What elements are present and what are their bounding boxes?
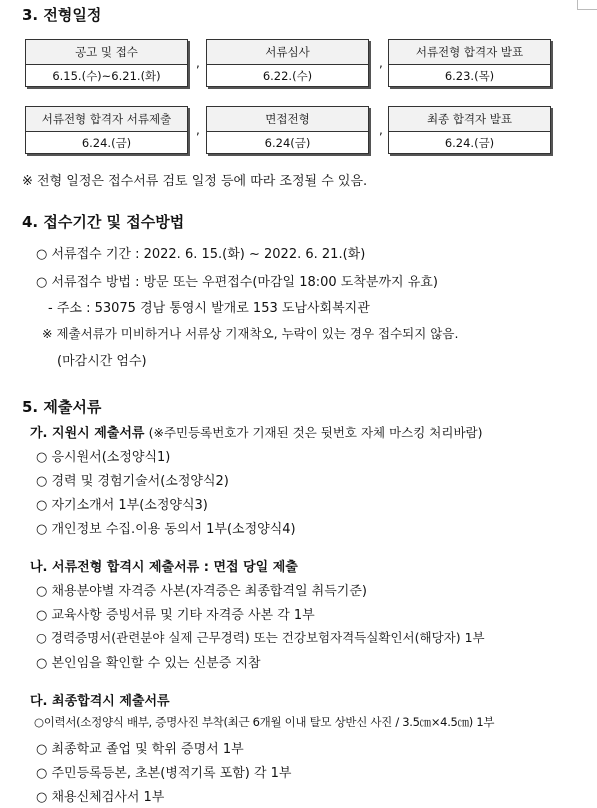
schedule-box-head: 면접전형 (207, 107, 368, 132)
schedule-box-head: 최종 합격자 발표 (389, 107, 550, 132)
application-method: ○ 서류접수 방법 : 방문 또는 우편접수(마감일 18:00 도착분까지 유효) (36, 275, 438, 290)
schedule-box-date: 6.24.(금) (81, 136, 132, 150)
schedule-box-head: 서류전형 합격자 발표 (389, 40, 550, 65)
list-item: ○ 응시원서(소정양식1) (36, 450, 171, 465)
page-corner-mark (577, 9, 597, 10)
list-item: ○ 경력 및 경험기술서(소정양식2) (36, 474, 229, 489)
application-note: ※ 제출서류가 미비하거나 서류상 기재착오, 누락이 있는 경우 접수되지 않음. (42, 326, 459, 341)
schedule-box-date: 6.24(금) (264, 136, 311, 150)
schedule-separator: , (196, 123, 200, 137)
schedule-box-head: 서류전형 합격자 서류제출 (26, 107, 187, 132)
schedule-separator: , (196, 56, 200, 70)
section-schedule-title: 3. 전형일정 (22, 6, 102, 24)
schedule-box-announcement (25, 39, 188, 87)
schedule-note: ※ 전형 일정은 접수서류 검토 일정 등에 따라 조정될 수 있음. (22, 174, 368, 189)
list-item: ○ 채용신체검사서 1부 (36, 790, 165, 805)
documents-sub-a-note: (※주민등록번호가 기재된 것은 뒷번호 자체 마스킹 처리바람) (148, 425, 483, 440)
schedule-box-interview (206, 106, 369, 154)
schedule-box-date: 6.22.(수) (262, 69, 313, 83)
schedule-box-date: 6.15.(수)~6.21.(화) (52, 69, 161, 83)
section-documents-title: 5. 제출서류 (22, 398, 102, 416)
schedule-box-document-review (206, 39, 369, 87)
schedule-box-date: 6.24.(금) (444, 136, 495, 150)
list-item: ○ 자기소개서 1부(소정양식3) (36, 498, 208, 513)
documents-sub-c-title: 다. 최종합격시 제출서류 (30, 694, 170, 709)
list-item: ○이력서(소정양식 배부, 증명사진 부착(최근 6개월 이내 탈모 상반신 사진 / 3.5㎝×4.5㎝) 1부 (34, 715, 495, 729)
schedule-box-document-submission (25, 106, 188, 154)
schedule-separator: , (379, 56, 383, 70)
list-item: ○ 본인임을 확인할 수 있는 신분증 지참 (36, 656, 261, 671)
schedule-box-final-result (388, 106, 551, 154)
section-application-title: 4. 접수기간 및 접수방법 (22, 213, 185, 231)
documents-sub-a (30, 422, 482, 441)
application-period: ○ 서류접수 기간 : 2022. 6. 15.(화) ~ 2022. 6. 21.(화) (36, 247, 366, 262)
list-item: ○ 최종학교 졸업 및 학위 증명서 1부 (36, 742, 244, 757)
documents-sub-b-title: 나. 서류전형 합격시 제출서류 : 면접 당일 제출 (30, 560, 298, 575)
schedule-box-date: 6.23.(목) (444, 69, 495, 83)
list-item: ○ 교육사항 증빙서류 및 기타 자격증 사본 각 1부 (36, 608, 315, 623)
list-item: ○ 채용분야별 자격증 사본(자격증은 최종합격일 취득기준) (36, 584, 367, 599)
list-item: ○ 경력증명서(관련분야 실제 근무경력) 또는 건강보험자격득실확인서(해당자) 1부 (36, 630, 485, 645)
documents-sub-a-title: 가. 지원시 제출서류 (30, 426, 145, 441)
application-note-deadline: (마감시간 엄수) (57, 354, 147, 369)
schedule-box-head: 서류심사 (207, 40, 368, 65)
application-address: - 주소 : 53075 경남 통영시 발개로 153 도남사회복지관 (48, 301, 370, 316)
schedule-separator: , (379, 123, 383, 137)
schedule-box-head: 공고 및 접수 (26, 40, 187, 65)
list-item: ○ 주민등록등본, 초본(병적기록 포함) 각 1부 (36, 766, 292, 781)
list-item: ○ 개인정보 수집.이용 동의서 1부(소정양식4) (36, 522, 296, 537)
schedule-box-document-result (388, 39, 551, 87)
